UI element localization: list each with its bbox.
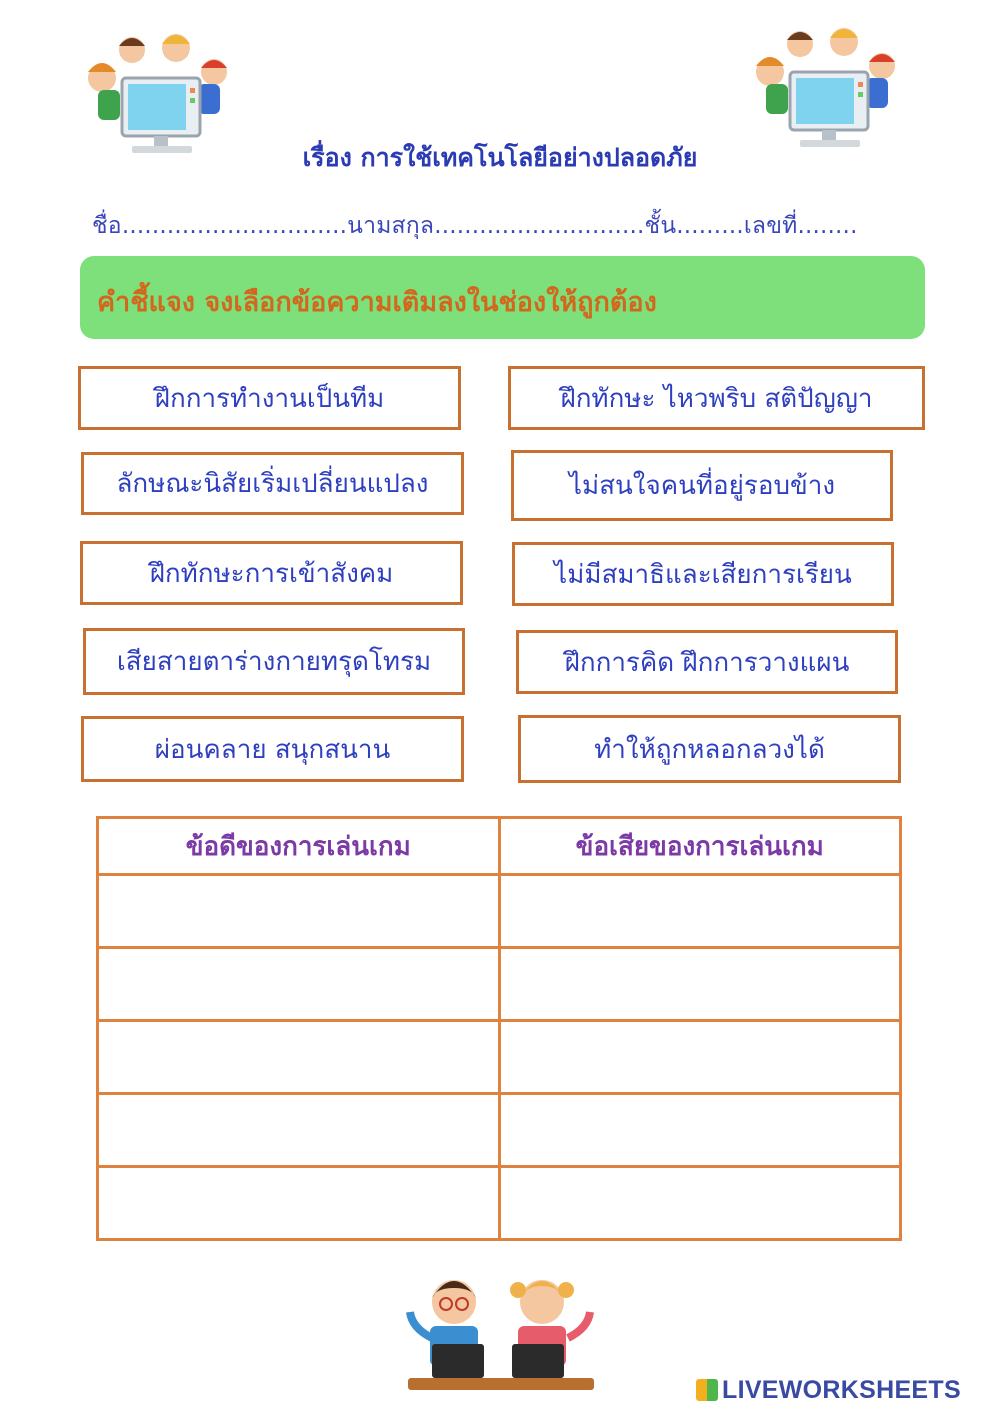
answer-card[interactable]: ลักษณะนิสัยเริ่มเปลี่ยนแปลง [81,452,464,515]
pros-drop-slot[interactable] [98,1094,500,1167]
pros-header: ข้อดีของการเล่นเกม [98,818,500,875]
kids-computer-icon [748,24,908,152]
pros-drop-slot[interactable] [98,1021,500,1094]
table-row [98,948,901,1021]
answer-card[interactable]: ฝึกทักษะ ไหวพริบ สติปัญญา [508,366,925,430]
liveworksheets-logo-icon [696,1379,718,1401]
answer-card[interactable]: ทำให้ถูกหลอกลวงได้ [518,715,901,783]
answer-card[interactable]: ฝึกการทำงานเป็นทีม [78,366,461,430]
table-row [98,1167,901,1240]
cons-drop-slot[interactable] [499,1021,901,1094]
pros-cons-table [96,816,902,1241]
pros-drop-slot[interactable] [98,875,500,948]
answer-card[interactable]: เสียสายตาร่างกายทรุดโทรม [83,628,465,695]
instruction-banner [80,256,925,339]
kids-laptops-icon [402,1268,602,1400]
table-row [98,1094,901,1167]
student-info-line: ชื่อ..............................นามสกุล............................ชั้น.........เลขที่........ [92,213,858,239]
page-title: เรื่อง การใช้เทคโนโลยีอย่างปลอดภัย [302,143,698,172]
pros-drop-slot[interactable] [98,948,500,1021]
answer-card[interactable]: ฝึกการคิด ฝึกการวางแผน [516,630,898,694]
cons-header: ข้อเสียของการเล่นเกม [499,818,901,875]
answer-card[interactable]: ไม่สนใจคนที่อยู่รอบข้าง [511,450,893,521]
cons-drop-slot[interactable] [499,948,901,1021]
liveworksheets-logo [696,1376,961,1405]
cons-drop-slot[interactable] [499,1167,901,1240]
instruction-text: คำชี้แจง จงเลือกข้อความเติมลงในช่องให้ถูกต้อง [97,287,657,318]
answer-card[interactable]: ฝึกทักษะการเข้าสังคม [80,541,463,605]
cons-drop-slot[interactable] [499,875,901,948]
table-row [98,875,901,948]
brand-text: LIVEWORKSHEETS [722,1376,961,1404]
answer-card[interactable]: ไม่มีสมาธิและเสียการเรียน [512,542,894,606]
cons-drop-slot[interactable] [499,1094,901,1167]
pros-drop-slot[interactable] [98,1167,500,1240]
answer-card[interactable]: ผ่อนคลาย สนุกสนาน [81,716,464,782]
table-row [98,1021,901,1094]
